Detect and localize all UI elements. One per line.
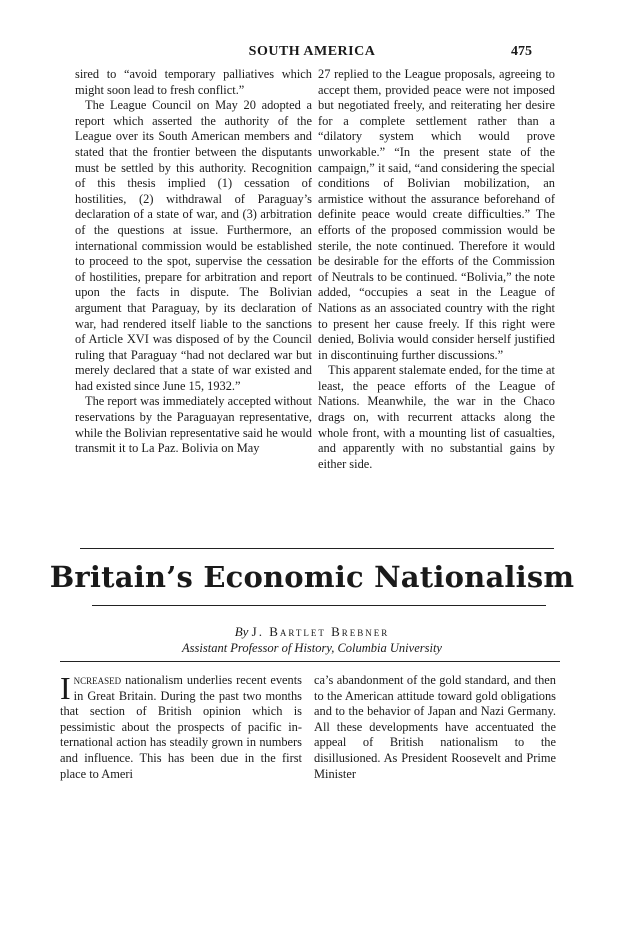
running-head: SOUTH AMERICA (248, 44, 376, 59)
paragraph: This apparent stalemate ended, for the time at least, the peace efforts of the League of Nations. Meanwhile, the war in the Chaco drags on, with recurrent attacks along the whole front, with a mounting list of casualties, and apparently with no substantial gains by either side. (318, 363, 555, 471)
paragraph: 27 replied to the League proposals, agreeing to accept them, provided peace were not imposed but negotiated freely, and reiterating her desire for a complete settlement rather than a “dilatory system which would prove unworkable.” “In the present state of the campaign,” it said, “and considering the special conditions of Bolivian mobilization, an armistice without the assurance beforehand of definite peace would create difficulties.” The efforts of the proposed commission would be sterile, the note continued. Therefore it would be desirable for the efforts of the Commission of Neutrals to be continued. “Bolivia,” the note added, “occupies a seat in the League of Nations as an associated country with the right to present her cause freely. If this right were denied, Bolivia would consider herself justified in discontinuing further discussions.” (318, 67, 555, 362)
byline-prefix: By (234, 624, 249, 639)
paragraph: sired to “avoid temporary palliatives which might soon lead to fresh conflict.” (75, 67, 312, 97)
author-affiliation: Assistant Professor of History, Columbia University (182, 641, 442, 655)
author-name: J. Bartlet Brebner (251, 624, 390, 639)
paragraph-text: nationalism underlies recent events in Great Britain. During the past two months that section of British opinion which is pessimistic about the prospects of pacific international action has steadily grown in numbers and influence. This has been due in the first place to Ameri (60, 673, 302, 781)
article-title: Britain’s Economic Nationalism (49, 560, 575, 594)
article-one-column-left (75, 67, 312, 457)
article-two-column-right (314, 673, 556, 782)
article-one-column-right (318, 67, 555, 472)
paragraph: The report was immediately accepted without reservations by the Paraguayan representative, while the Bolivian representative said he would transmit it to La Paz. Bolivia on May (75, 394, 312, 456)
title-underline (92, 605, 546, 606)
lead-word: ncreased (73, 673, 122, 687)
page-header (0, 44, 624, 64)
page-number: 475 (511, 44, 532, 59)
section-divider (80, 548, 554, 549)
drop-cap: I (60, 670, 71, 706)
paragraph: The League Council on May 20 adopted a report which asserted the authority of the League over its South American members and stated that the frontier between the disputants must be settled by this authority. Recognition of this thesis implied (1) cessation of hostilities, (2) withdrawal of Paraguay’s declaration of a state of war, and (3) arbitration of the questions at issue. Furthermore, an international commission would be established to proceed to the spot, supervise the cessation of hostilities, prepare for arbitration and report upon the facts in dispute. The Bolivian argument that Paraguay, by its declaration of war, had rendered itself liable to the sanctions of Article XVI was disposed of by the Council ruling that Paraguay “had not declared war but merely declared that a state of war existed and had existed since June 15, 1932.” (75, 98, 312, 393)
paragraph (60, 670, 302, 782)
byline-divider (60, 661, 560, 662)
article-two-column-left (60, 670, 302, 782)
byline (0, 624, 624, 640)
paragraph: ca’s abandonment of the gold standard, and then to the American attitude toward gold obligations and to the behavior of Japan and Nazi Germany. All these developments have accentuated the appeal of British nationalism to the disillusioned. As President Roosevelt and Prime Minister (314, 673, 556, 781)
